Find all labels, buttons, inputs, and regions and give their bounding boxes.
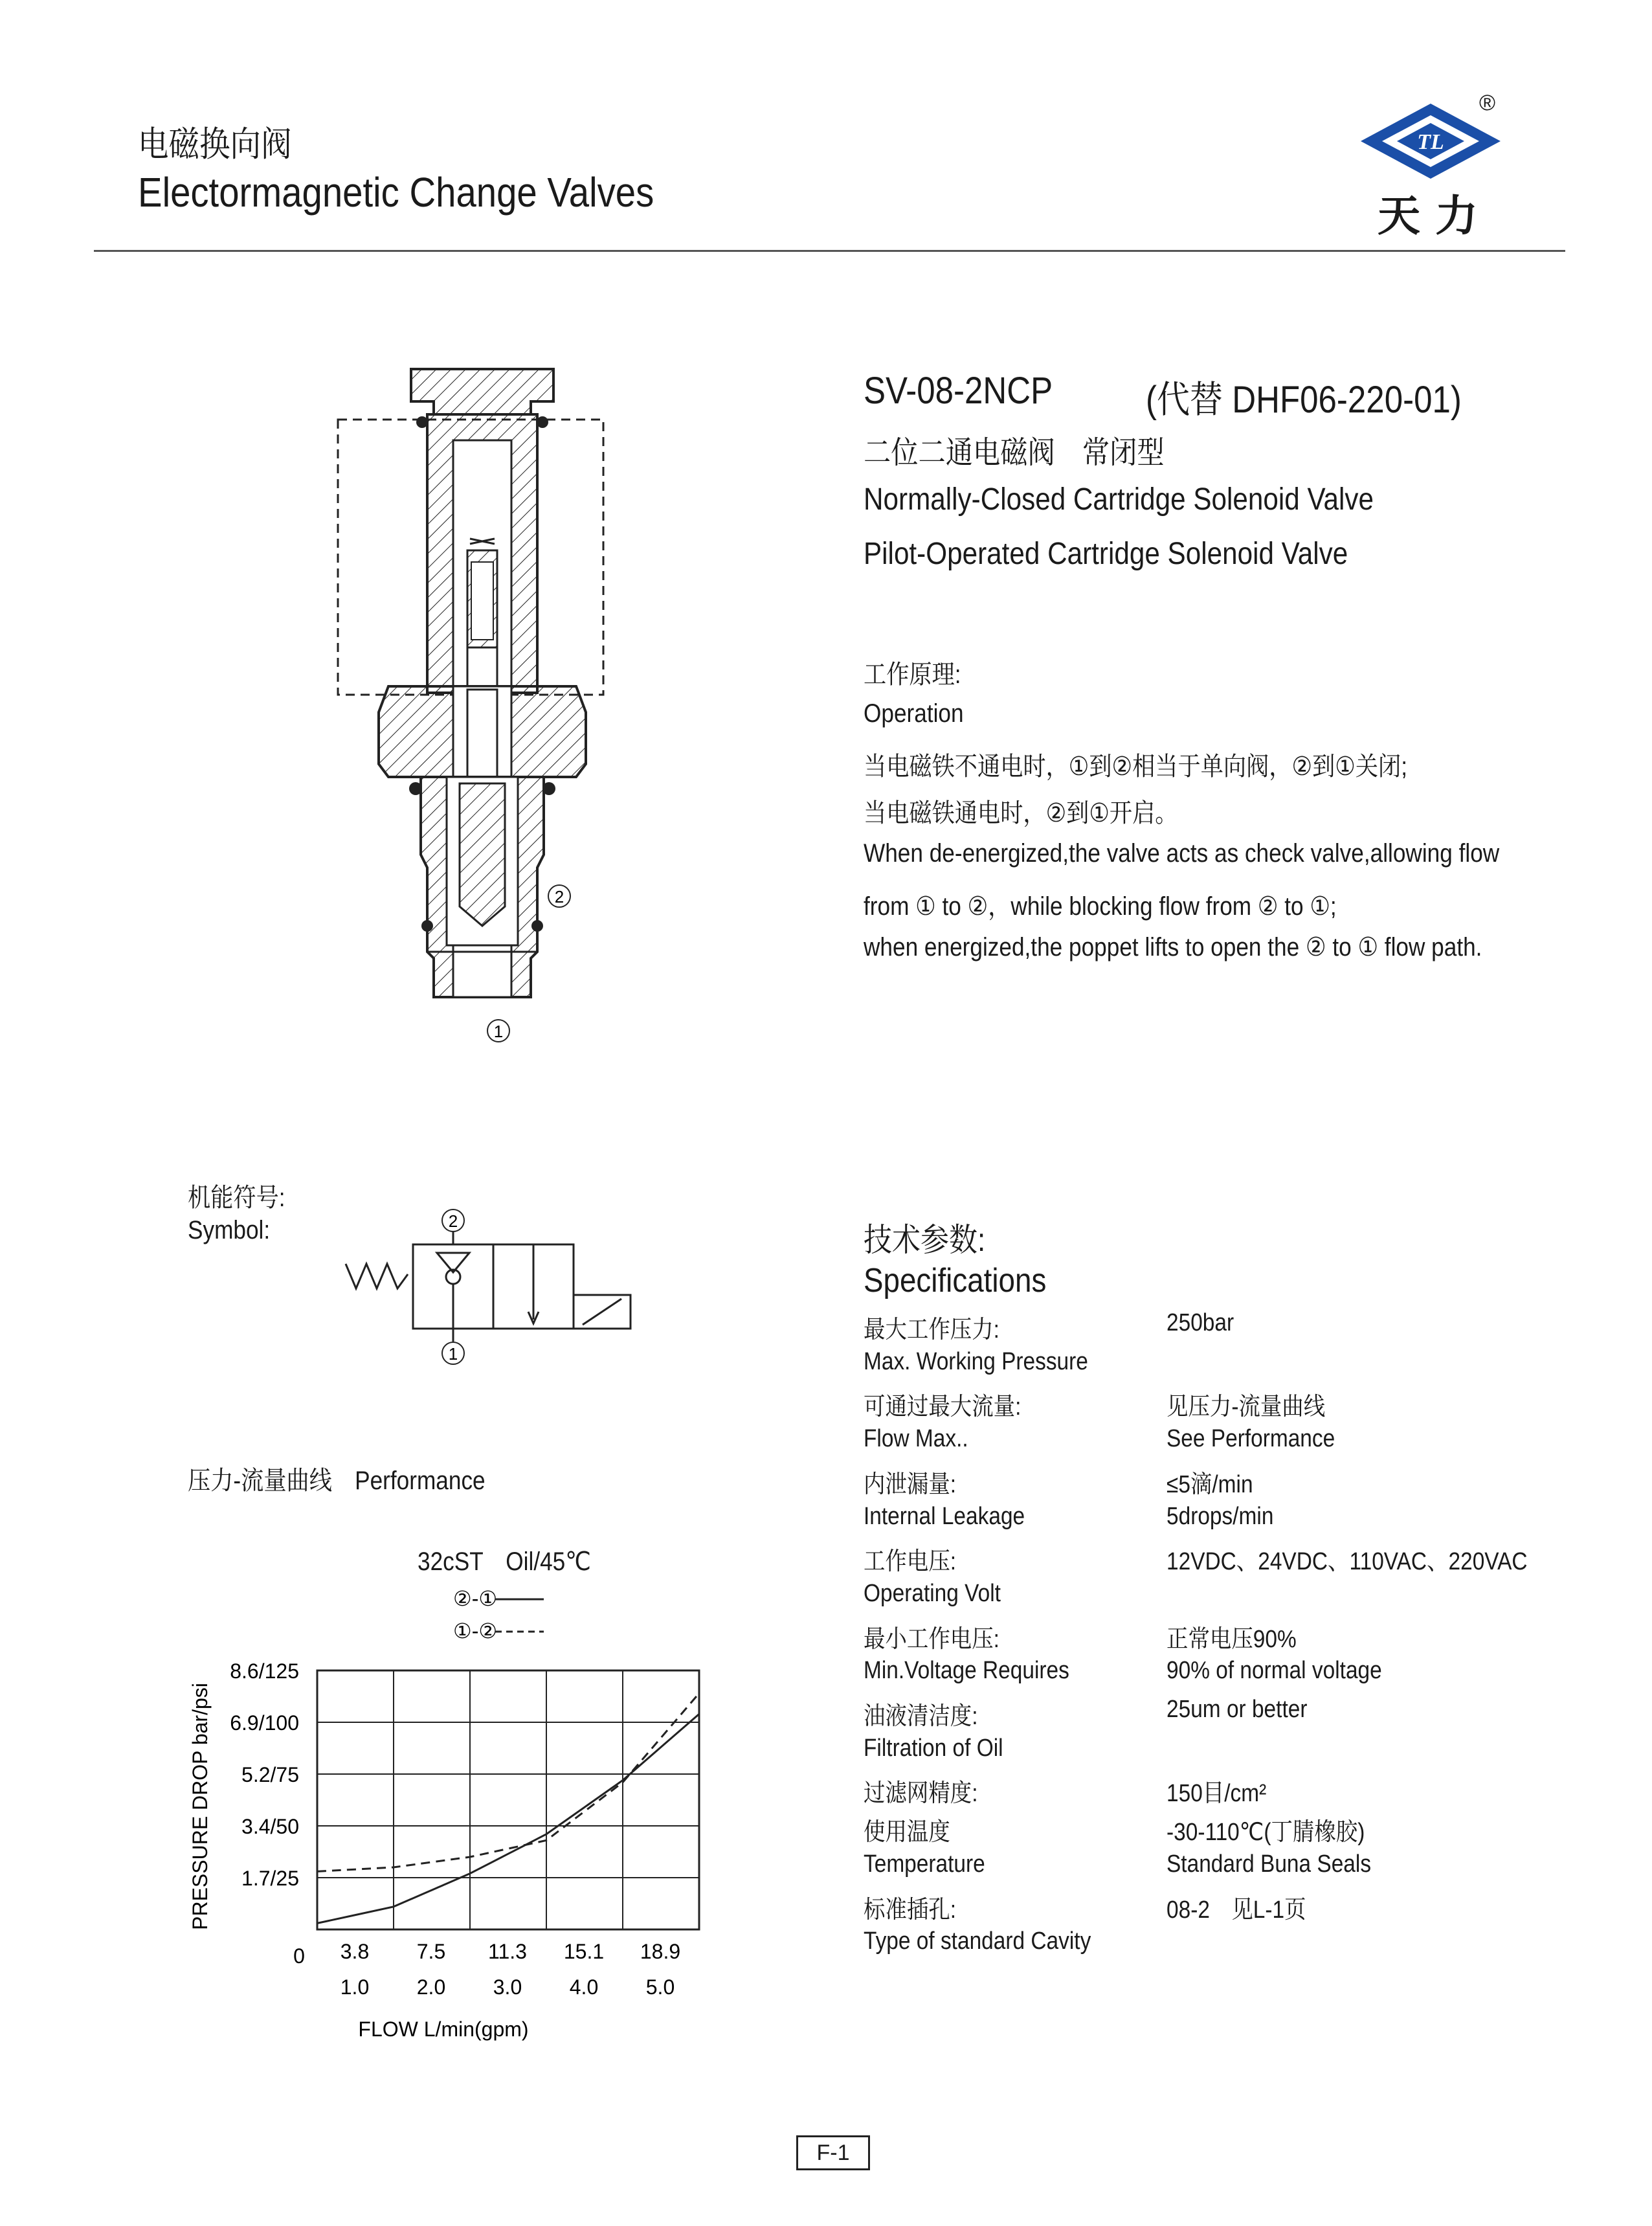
operation-heading-cn: 工作原理:: [864, 660, 961, 689]
page-number: F-1: [796, 2135, 870, 2170]
spec-label-en: Filtration of Oil: [864, 1734, 1003, 1762]
x-tick-label-lmin: 18.9: [640, 1940, 681, 1963]
page-title-en: Electormagnetic Change Valves: [138, 169, 654, 216]
y-tick-label: 5.2/75: [241, 1763, 299, 1786]
chart-frame: [317, 1670, 699, 1929]
spec-value: 250bar: [1166, 1309, 1234, 1336]
operation-cn-1: 当电磁铁不通电时，①到②相当于单向阀，②到①关闭;: [864, 752, 1408, 781]
symbol-heading-cn: 机能符号:: [188, 1184, 285, 1212]
spec-label-cn: 工作电压:: [864, 1548, 957, 1576]
symbol-port-2: 2: [448, 1211, 458, 1231]
spec-label-cn: 过滤网精度:: [864, 1780, 978, 1808]
model-number: SV-08-2NCP: [864, 370, 1053, 412]
y-tick-label: 3.4/50: [241, 1815, 299, 1838]
symbol-port-1: 1: [448, 1344, 458, 1364]
spec-value-secondary: 5drops/min: [1166, 1502, 1274, 1530]
spec-label-cn: 最大工作压力:: [864, 1316, 999, 1343]
valve-section-diagram: [324, 350, 634, 1042]
spec-label-cn: 最小工作电压:: [864, 1625, 999, 1653]
diagram-port-2: 2: [554, 887, 564, 906]
valve-type-en-1: Normally-Closed Cartridge Solenoid Valve: [864, 482, 1374, 517]
valve-type-en-2: Pilot-Operated Cartridge Solenoid Valve: [864, 537, 1348, 571]
spec-value-secondary: See Performance: [1166, 1425, 1335, 1453]
spec-label-en: Min.Voltage Requires: [864, 1657, 1069, 1685]
spec-label-cn: 内泄漏量:: [864, 1470, 957, 1498]
x-tick-label-gpm: 4.0: [569, 1975, 599, 1999]
y-axis-label: PRESSURE DROP bar/psi: [188, 1683, 212, 1930]
x-tick-label-lmin: 7.5: [416, 1940, 446, 1963]
spec-value: -30-110℃(丁腈橡胶): [1166, 1819, 1365, 1847]
spring-icon: [346, 1264, 408, 1288]
y-tick-label: 8.6/125: [230, 1659, 299, 1683]
x-tick-label-gpm: 2.0: [416, 1975, 446, 1999]
spec-label-en: Internal Leakage: [864, 1502, 1025, 1530]
operation-cn-2: 当电磁铁通电时，②到①开启。: [864, 799, 1178, 827]
spec-value: 正常电压90%: [1166, 1625, 1297, 1653]
y-tick-label: 1.7/25: [241, 1867, 299, 1890]
x-tick-label-lmin: 11.3: [488, 1940, 527, 1963]
logo-mark: TL: [1417, 130, 1444, 154]
spec-value: 08-2 见L-1页: [1166, 1896, 1306, 1924]
hydraulic-symbol: [337, 1204, 647, 1373]
spec-value: 12VDC、24VDC、110VAC、220VAC: [1166, 1548, 1528, 1576]
spec-label-cn: 可通过最大流量:: [864, 1393, 1021, 1421]
x-tick-label-lmin: 3.8: [340, 1940, 370, 1963]
spec-value-secondary: Standard Buna Seals: [1166, 1850, 1372, 1878]
spec-label-en: Type of standard Cavity: [864, 1928, 1091, 1955]
spec-value: 150目/cm²: [1166, 1780, 1267, 1808]
spec-label-cn: 标准插孔:: [864, 1896, 957, 1924]
spec-label-cn: 使用温度: [864, 1819, 950, 1847]
x-tick-label-gpm: 3.0: [493, 1975, 522, 1999]
performance-heading: 压力-流量曲线 Performance: [188, 1467, 486, 1495]
logo-text: 天 力: [1378, 190, 1478, 241]
spec-label-cn: 油液清洁度:: [864, 1703, 978, 1730]
spec-label-en: Temperature: [864, 1850, 985, 1878]
origin-label: 0: [293, 1944, 305, 1968]
diagram-port-1: 1: [493, 1022, 504, 1041]
spec-label-en: Operating Volt: [864, 1579, 1001, 1607]
operation-en-3: when energized,the poppet lifts to open the ② to ① flow path.: [864, 933, 1482, 961]
spec-value: 见压力-流量曲线: [1166, 1393, 1326, 1421]
x-tick-label-gpm: 5.0: [645, 1975, 675, 1999]
x-tick-label-gpm: 1.0: [340, 1975, 370, 1999]
page-title-cn: 电磁换向阀: [138, 125, 292, 164]
replacement-model: (代替 DHF06-220-01): [1146, 379, 1462, 421]
valve-type-cn: 二位二通电磁阀 常闭型: [864, 436, 1165, 470]
specs-heading-cn: 技术参数:: [864, 1222, 986, 1258]
legend-label-dashed: ①-②: [453, 1619, 498, 1643]
pressure-flow-chart: [181, 1580, 764, 2046]
x-tick-label-lmin: 15.1: [563, 1940, 605, 1963]
header-rule: [94, 250, 1565, 252]
operation-en-2: from ① to ②，while blocking flow from ② to ①;: [864, 892, 1337, 921]
spec-value: ≤5滴/min: [1166, 1470, 1253, 1498]
legend-label-solid: ②-①: [453, 1587, 498, 1610]
symbol-heading-en: Symbol:: [188, 1216, 271, 1244]
series-line-solid: [317, 1714, 699, 1923]
performance-condition: 32cST Oil/45℃: [418, 1547, 591, 1576]
operation-en-1: When de-energized,the valve acts as check valve,allowing flow: [864, 839, 1500, 868]
specs-heading-en: Specifications: [864, 1262, 1047, 1299]
registered-mark: ®: [1479, 91, 1496, 115]
spec-value-secondary: 90% of normal voltage: [1166, 1657, 1382, 1685]
spec-label-en: Max. Working Pressure: [864, 1347, 1088, 1375]
x-axis-label: FLOW L/min(gpm): [358, 2018, 529, 2041]
operation-heading-en: Operation: [864, 699, 964, 728]
series-line-dashed: [317, 1693, 699, 1871]
y-tick-label: 6.9/100: [230, 1711, 299, 1735]
spec-value: 25um or better: [1166, 1696, 1308, 1723]
company-logo: [1359, 91, 1528, 241]
spec-label-en: Flow Max..: [864, 1425, 968, 1453]
